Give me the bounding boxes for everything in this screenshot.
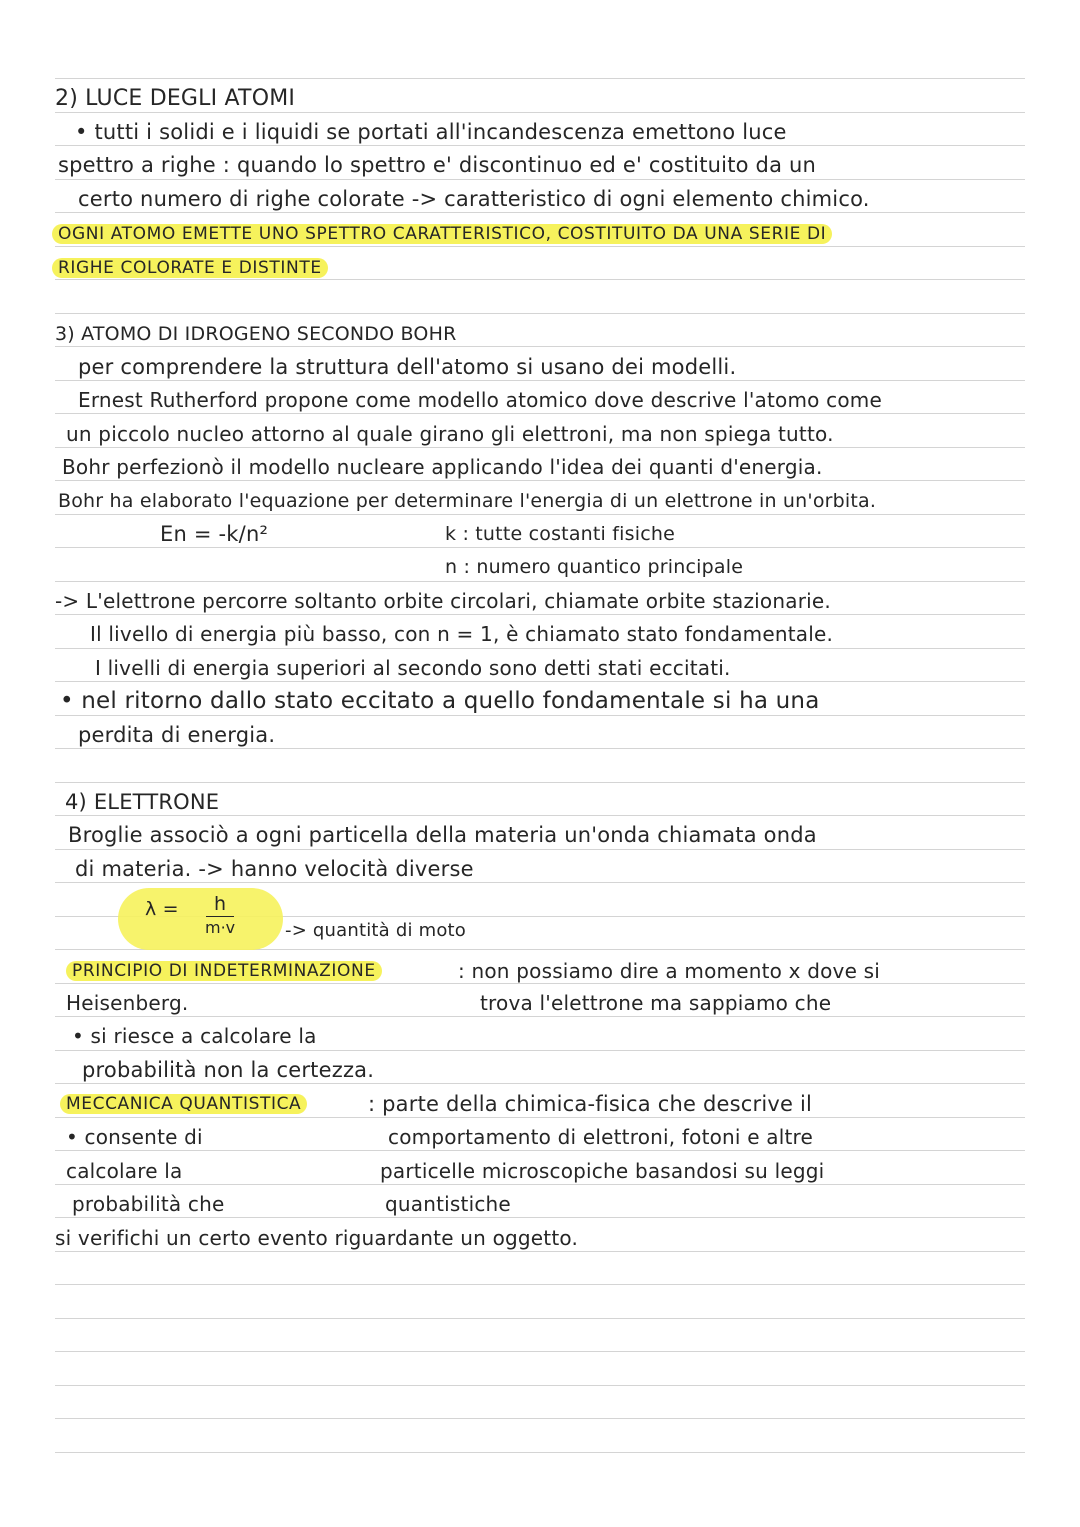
ruled-line — [55, 1083, 1025, 1084]
meccanica-label: MECCANICA QUANTISTICA — [60, 1094, 307, 1114]
lambda-symbol: λ = — [145, 898, 179, 920]
ruled-line — [55, 748, 1025, 749]
ruled-line — [55, 648, 1025, 649]
note-line: si verifichi un certo evento riguardante un oggetto. — [55, 1226, 579, 1250]
ruled-line — [55, 614, 1025, 615]
ruled-line — [55, 1016, 1025, 1017]
highlight-blob — [118, 888, 283, 950]
ruled-line — [55, 1452, 1025, 1453]
note-line: spettro a righe : quando lo spettro e' discontinuo ed e' costituito da un — [58, 153, 817, 177]
ruled-line — [55, 1418, 1025, 1419]
note-line: per comprendere la struttura dell'atomo si usano dei modelli. — [78, 355, 737, 379]
note-line: • consente di — [66, 1125, 203, 1149]
note-line: Heisenberg. — [66, 991, 189, 1015]
note-line: : parte della chimica-fisica che descrive il — [368, 1092, 813, 1116]
note-line: Bohr perfezionò il modello nucleare applicando l'idea dei quanti d'energia. — [62, 455, 823, 479]
fraction-denominator: m·v — [205, 918, 236, 937]
note-line: Bohr ha elaborato l'equazione per determinare l'energia di un elettrone in un'orbita. — [58, 490, 877, 512]
n-definition: n : numero quantico principale — [445, 556, 744, 578]
ruled-line — [55, 78, 1025, 79]
ruled-line — [55, 1150, 1025, 1151]
principio-label: PRINCIPIO DI INDETERMINAZIONE — [66, 961, 382, 981]
fraction-numerator: h — [206, 892, 234, 917]
ruled-line — [55, 1318, 1025, 1319]
note-line: certo numero di righe colorate -> caratteristico di ogni elemento chimico. — [78, 187, 870, 211]
ruled-line — [55, 1284, 1025, 1285]
ruled-line — [55, 313, 1025, 314]
highlighted-note: OGNI ATOMO EMETTE UNO SPETTRO CARATTERISTICO, COSTITUITO DA UNA SERIE DI — [52, 224, 832, 244]
ruled-line — [55, 581, 1025, 582]
note-line: calcolare la — [66, 1159, 183, 1183]
note-line: : non possiamo dire a momento x dove si — [458, 959, 881, 983]
note-line: perdita di energia. — [78, 723, 276, 747]
lambda-note: -> quantità di moto — [285, 920, 467, 941]
note-line: Ernest Rutherford propone come modello atomico dove descrive l'atomo come — [78, 388, 882, 412]
ruled-line — [55, 547, 1025, 548]
ruled-line — [55, 480, 1025, 481]
ruled-line — [55, 681, 1025, 682]
note-line: • nel ritorno dallo stato eccitato a quello fondamentale si ha una — [60, 688, 820, 714]
note-line: trova l'elettrone ma sappiamo che — [480, 991, 832, 1015]
note-line: comportamento di elettroni, fotoni e altre — [388, 1125, 814, 1149]
section-4-title: 4) ELETTRONE — [65, 790, 220, 814]
note-line: Broglie associò a ogni particella della materia un'onda chiamata onda — [68, 823, 817, 847]
ruled-line — [55, 1351, 1025, 1352]
note-line: -> L'elettrone percorre soltanto orbite circolari, chiamate orbite stazionarie. — [55, 589, 831, 613]
note-line: Il livello di energia più basso, con n = 1, è chiamato stato fondamentale. — [90, 622, 834, 646]
de-broglie-fraction — [205, 892, 235, 939]
ruled-line — [55, 1050, 1025, 1051]
note-line: un piccolo nucleo attorno al quale girano gli elettroni, ma non spiega tutto. — [66, 422, 834, 446]
section-3-title: 3) ATOMO DI IDROGENO SECONDO BOHR — [55, 323, 457, 345]
highlighted-note: RIGHE COLORATE E DISTINTE — [52, 258, 328, 278]
k-definition: k : tutte costanti fisiche — [445, 523, 675, 545]
note-line: I livelli di energia superiori al secondo sono detti stati eccitati. — [95, 656, 731, 680]
note-line: quantistiche — [385, 1192, 511, 1216]
ruled-line — [55, 145, 1025, 146]
note-line: • si riesce a calcolare la — [72, 1024, 317, 1048]
note-line: di materia. -> hanno velocità diverse — [75, 857, 474, 881]
ruled-line — [55, 413, 1025, 414]
ruled-line — [55, 782, 1025, 783]
note-line: • tutti i solidi e i liquidi se portati all'incandescenza emettono luce — [75, 120, 787, 144]
ruled-line — [55, 179, 1025, 180]
note-line: probabilità che — [72, 1192, 225, 1216]
ruled-line — [55, 1385, 1025, 1386]
energy-formula: En = -k/n² — [160, 522, 269, 546]
ruled-line — [55, 815, 1025, 816]
ruled-line — [55, 849, 1025, 850]
ruled-line — [55, 212, 1025, 213]
ruled-line — [55, 882, 1025, 883]
ruled-line — [55, 1217, 1025, 1218]
note-line: particelle microscopiche basandosi su leggi — [380, 1159, 825, 1183]
ruled-line — [55, 715, 1025, 716]
section-2-title: 2) LUCE DEGLI ATOMI — [55, 86, 296, 111]
note-line: probabilità non la certezza. — [82, 1058, 375, 1082]
